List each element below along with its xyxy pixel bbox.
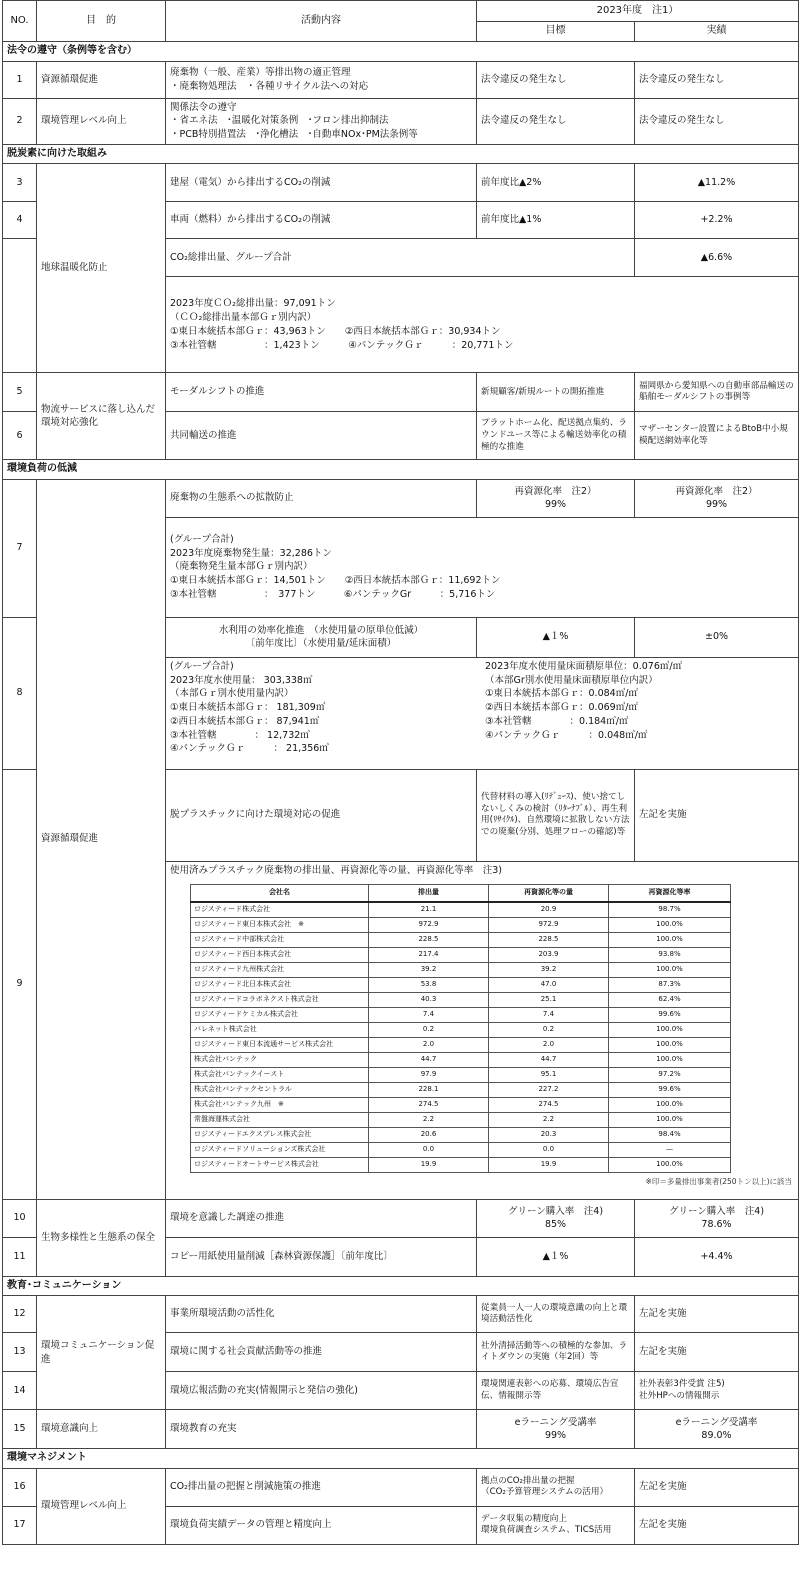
header-purpose: 目 的	[37, 1, 166, 42]
plastic-value-cell: —	[609, 1142, 731, 1157]
plastic-value-cell: 274.5	[369, 1097, 489, 1112]
plastic-value-cell: 228.5	[489, 932, 609, 947]
plastic-value-cell: 47.0	[489, 977, 609, 992]
section-row	[3, 1276, 799, 1296]
plastic-value-cell: 20.9	[489, 902, 609, 918]
plastic-value-cell: 95.1	[489, 1067, 609, 1082]
table-row	[3, 1199, 799, 1237]
row-activity: CO₂排出量の把握と削減施策の推進	[166, 1468, 477, 1506]
report-page	[2, 0, 798, 1584]
row-no: 5	[3, 373, 37, 412]
row-no: 8	[3, 617, 37, 769]
plastic-value-cell: 0.2	[489, 1022, 609, 1037]
plastic-company-cell: 株式会社バンテックセントラル	[191, 1082, 369, 1097]
row-purpose: 生物多様性と生態系の保全	[37, 1199, 166, 1276]
plastic-value-cell: 40.3	[369, 992, 489, 1007]
row-result: 社外表彰3件受賞 注5) 社外HPへの情報開示	[635, 1372, 799, 1410]
plastic-value-cell: 100.0%	[609, 1037, 731, 1052]
plastic-company-cell: ロジスティード東日本株式会社 ※	[191, 917, 369, 932]
plastic-value-cell: 19.9	[489, 1157, 609, 1172]
plastic-company-cell: 株式会社バンテックイースト	[191, 1067, 369, 1082]
row-purpose: 環境コミュニケーション促進	[37, 1296, 166, 1410]
section-row	[3, 42, 799, 62]
row-result: ±0%	[635, 617, 799, 657]
waste-breakdown: (グループ合計) 2023年度廃棄物発生量：32,286トン （廃棄物発生量本部Ｇｒ別内訳） ①東日本統括本部Ｇｒ：14,501トン ②西日本統括本部Ｇｒ：11,692トン ③本社管轄 ： 377トン ⑥パンテックGr ：5,716トン	[166, 517, 799, 617]
plastic-row	[191, 1082, 731, 1097]
plastic-header-row	[191, 884, 731, 902]
row-result: eラーニング受講率 89.0%	[635, 1410, 799, 1449]
row-activity: CO₂総排出量、グループ合計	[166, 239, 635, 277]
row-activity: 環境教育の充実	[166, 1410, 477, 1449]
row-result: グリーン購入率 注4) 78.6%	[635, 1199, 799, 1237]
table-row	[3, 1468, 799, 1506]
row-no: 15	[3, 1410, 37, 1449]
row-target: eラーニング受講率 99%	[477, 1410, 635, 1449]
row-result: +4.4%	[635, 1237, 799, 1276]
plastic-row	[191, 1052, 731, 1067]
plastic-company-cell: 株式会社バンテック九州 ※	[191, 1097, 369, 1112]
row-result: 福岡県から愛知県への自動車部品輸送の船舶モーダルシフトの事例等	[635, 373, 799, 412]
plastic-value-cell: 39.2	[369, 962, 489, 977]
row-activity: 環境に関する社会貢献活動等の推進	[166, 1333, 477, 1372]
plastic-company-cell: ロジスティード東日本流通サービス株式会社	[191, 1037, 369, 1052]
row-target: 社外清掃活動等への積極的な参加、ライトダウンの実施（年2回）等	[477, 1333, 635, 1372]
plastic-value-cell: 972.9	[369, 917, 489, 932]
row-no: 3	[3, 164, 37, 202]
row-target: 拠点のCO₂排出量の把握 （CO₂予算管理システムの活用）	[477, 1468, 635, 1506]
plastic-value-cell: 99.6%	[609, 1007, 731, 1022]
row-result: 左記を実施	[635, 769, 799, 861]
section-row	[3, 460, 799, 480]
row-no: 7	[3, 479, 37, 617]
row-target: 法令違反の発生なし	[477, 98, 635, 144]
row-purpose: 環境管理レベル向上	[37, 98, 166, 144]
row-purpose: 地球温暖化防止	[37, 164, 166, 373]
plastic-company-cell: ロジスティード西日本株式会社	[191, 947, 369, 962]
row-target: 前年度比▲1%	[477, 202, 635, 239]
row-no: 12	[3, 1296, 37, 1333]
section-title: 法令の遵守（条例等を含む）	[3, 42, 799, 62]
plastic-row	[191, 1022, 731, 1037]
plastic-company-cell: 常盤海運株式会社	[191, 1112, 369, 1127]
plastic-row	[191, 992, 731, 1007]
plastic-row	[191, 1097, 731, 1112]
plastic-waste-table	[190, 884, 731, 1173]
plastic-value-cell: 19.9	[369, 1157, 489, 1172]
water-usage-right: 2023年度水使用量床面積原単位：0.076㎥/㎡ （本部Gr別水使用量床面積原単位内訳） ①東日本統括本部Ｇｒ：0.084㎥/㎡ ②西日本統括本部Ｇｒ：0.069㎥/㎡ ③本社管轄 ：0.184㎥/㎡ ④パンテックＧｒ ：0.048㎥/㎡	[485, 660, 683, 741]
plastic-row	[191, 1142, 731, 1157]
plastic-value-cell: 7.4	[489, 1007, 609, 1022]
header-year: 2023年度 注1）	[477, 1, 799, 22]
table-row	[3, 98, 799, 144]
row-activity: 事業所環境活動の活性化	[166, 1296, 477, 1333]
plastic-row	[191, 962, 731, 977]
plastic-section	[166, 861, 799, 1199]
row-activity: 関係法令の遵守 ・省エネ法 ･温暖化対策条例 ･フロン排出抑制法 ・PCB特別措置法 ･浄化槽法 ･自動車NOx･PM法条例等	[166, 98, 477, 144]
row-target: ▲１%	[477, 1237, 635, 1276]
plastic-value-cell: 99.6%	[609, 1082, 731, 1097]
plastic-value-cell: 25.1	[489, 992, 609, 1007]
co2-breakdown: 2023年度ＣＯ₂総排出量：97,091トン （ＣＯ₂総排出量本部Ｇｒ別内訳） ①東日本統括本部Ｇｒ：43,963トン ②西日本統括本部Ｇｒ：30,934トン ③本社管轄 ：1,423トン ④パンテックＧｒ ：20,771トン	[166, 277, 799, 373]
plastic-company-cell: ロジスティードソリューションズ株式会社	[191, 1142, 369, 1157]
row-no: 2	[3, 98, 37, 144]
plastic-value-cell: 100.0%	[609, 1022, 731, 1037]
plastic-value-cell: 2.0	[369, 1037, 489, 1052]
plastic-value-cell: 53.8	[369, 977, 489, 992]
plastic-value-cell: 2.2	[369, 1112, 489, 1127]
row-result: 左記を実施	[635, 1296, 799, 1333]
plastic-value-cell: 100.0%	[609, 1157, 731, 1172]
section-row	[3, 144, 799, 164]
plastic-value-cell: 100.0%	[609, 1052, 731, 1067]
row-result: 法令違反の発生なし	[635, 61, 799, 98]
plastic-value-cell: 97.9	[369, 1067, 489, 1082]
plastic-value-cell: 98.4%	[609, 1127, 731, 1142]
row-no: 17	[3, 1506, 37, 1544]
row-activity: 共同輸送の推進	[166, 412, 477, 460]
plastic-value-cell: 44.7	[369, 1052, 489, 1067]
plastic-header-cell: 会社名	[191, 884, 369, 902]
plastic-value-cell: 228.5	[369, 932, 489, 947]
row-target: 従業員一人一人の環境意識の向上と環境活動活性化	[477, 1296, 635, 1333]
plastic-value-cell: 100.0%	[609, 1097, 731, 1112]
plastic-value-cell: 21.1	[369, 902, 489, 918]
section-title: 教育･コミュニケーション	[3, 1276, 799, 1296]
plastic-row	[191, 1112, 731, 1127]
row-no: 14	[3, 1372, 37, 1410]
row-no: 1	[3, 61, 37, 98]
plastic-row	[191, 1067, 731, 1082]
row-target: 新規顧客/新規ルートの開拓推進	[477, 373, 635, 412]
plastic-value-cell: 39.2	[489, 962, 609, 977]
row-no: 4	[3, 202, 37, 239]
row-purpose: 資源循環促進	[37, 61, 166, 98]
row-activity: 脱プラスチックに向けた環境対応の促進	[166, 769, 477, 861]
row-result: 法令違反の発生なし	[635, 98, 799, 144]
plastic-value-cell: 20.6	[369, 1127, 489, 1142]
row-target: 環境関連表彰への応募、環境広告宣伝、情報開示等	[477, 1372, 635, 1410]
row-no: 16	[3, 1468, 37, 1506]
plastic-row	[191, 1127, 731, 1142]
plastic-value-cell: 44.7	[489, 1052, 609, 1067]
plastic-value-cell: 100.0%	[609, 917, 731, 932]
row-target: 法令違反の発生なし	[477, 61, 635, 98]
row-target: 代替材料の導入(ﾘﾃﾞｭｰｽ)、使い捨てしないしくみの検討（ﾘﾀｰﾅﾌﾞﾙ）、再生利用(ﾘｻｲｸﾙ)、自然環境に拡散しない方法での廃棄(分別、処理フローの確認)等	[477, 769, 635, 861]
plastic-value-cell: 100.0%	[609, 1112, 731, 1127]
row-activity: モーダルシフトの推進	[166, 373, 477, 412]
plastic-table-title: 使用済みプラスチック廃棄物の排出量、再資源化等の量、再資源化等率 注3)	[170, 864, 502, 876]
plastic-value-cell: 228.1	[369, 1082, 489, 1097]
plastic-value-cell: 0.0	[369, 1142, 489, 1157]
plastic-row	[191, 1037, 731, 1052]
row-activity: 建屋（電気）から排出するCO₂の削減	[166, 164, 477, 202]
row-target: プラットホーム化、配送拠点集約、ラウンドユース等による輸送効率化の積極的な推進	[477, 412, 635, 460]
plastic-company-cell: ロジスティードオートサービス株式会社	[191, 1157, 369, 1172]
row-no: 10	[3, 1199, 37, 1237]
plastic-value-cell: 100.0%	[609, 962, 731, 977]
row-purpose: 資源循環促進	[37, 479, 166, 1199]
plastic-company-cell: ロジスティードコラボネクスト株式会社	[191, 992, 369, 1007]
row-no: 6	[3, 412, 37, 460]
table-row	[3, 1410, 799, 1449]
row-activity: 水利用の効率化推進 （水使用量の原単位低減） 〔前年度比〕（水使用量/延床面積）	[166, 617, 477, 657]
plastic-value-cell: 972.9	[489, 917, 609, 932]
row-result: 再資源化率 注2） 99%	[635, 479, 799, 517]
row-result: ▲11.2%	[635, 164, 799, 202]
row-purpose: 物流サービスに落し込んだ環境対応強化	[37, 373, 166, 460]
plastic-value-cell: 98.7%	[609, 902, 731, 918]
section-row	[3, 1449, 799, 1469]
header-activity: 活動内容	[166, 1, 477, 42]
plastic-company-cell: ロジスティード北日本株式会社	[191, 977, 369, 992]
plastic-value-cell: 97.2%	[609, 1067, 731, 1082]
table-row	[3, 164, 799, 202]
plastic-value-cell: 100.0%	[609, 932, 731, 947]
plastic-company-cell: ロジスティードケミカル株式会社	[191, 1007, 369, 1022]
plastic-row	[191, 947, 731, 962]
row-activity: 廃棄物の生態系への拡散防止	[166, 479, 477, 517]
row-result: +2.2%	[635, 202, 799, 239]
plastic-row	[191, 977, 731, 992]
plastic-header-cell: 排出量	[369, 884, 489, 902]
row-activity: 車両（燃料）から排出するCO₂の削減	[166, 202, 477, 239]
row-activity: 廃棄物（一般、産業）等排出物の適正管理 ・廃棄物処理法 ・各種リサイクル法への対応	[166, 61, 477, 98]
environmental-activity-table	[2, 0, 799, 1545]
row-no: 13	[3, 1333, 37, 1372]
plastic-value-cell: 62.4%	[609, 992, 731, 1007]
plastic-note: ※印＝多量排出事業者(250トン以上)に該当	[645, 1176, 792, 1186]
row-result: ▲6.6%	[635, 239, 799, 277]
row-target: 前年度比▲2%	[477, 164, 635, 202]
plastic-value-cell: 7.4	[369, 1007, 489, 1022]
water-usage-left: (グループ合計) 2023年度水使用量： 303,338㎥ （本部Ｇｒ別水使用量内訳） ①東日本統括本部Ｇｒ： 181,309㎥ ②西日本統括本部Ｇｒ： 87,941㎥ ③本社管轄 ： 12,732㎥ ④パンテックＧｒ ： 21,356㎥	[170, 660, 329, 755]
water-breakdown	[166, 657, 799, 769]
plastic-value-cell: 93.8%	[609, 947, 731, 962]
header-target: 目標	[477, 22, 635, 42]
table-row	[3, 1296, 799, 1333]
row-activity: 環境広報活動の充実(情報開示と発信の強化)	[166, 1372, 477, 1410]
row-target: ▲１%	[477, 617, 635, 657]
table-row	[3, 373, 799, 412]
section-title: 環境マネジメント	[3, 1449, 799, 1469]
plastic-value-cell: 227.2	[489, 1082, 609, 1097]
plastic-row	[191, 932, 731, 947]
row-result: 左記を実施	[635, 1333, 799, 1372]
plastic-company-cell: ロジスティード中部株式会社	[191, 932, 369, 947]
plastic-row	[191, 902, 731, 918]
plastic-company-cell: ロジスティード九州株式会社	[191, 962, 369, 977]
row-no-empty	[3, 239, 37, 373]
plastic-row	[191, 917, 731, 932]
row-activity: 環境負荷実績データの管理と精度向上	[166, 1506, 477, 1544]
plastic-company-cell: 株式会社バンテック	[191, 1052, 369, 1067]
table-row	[3, 479, 799, 517]
row-no: 11	[3, 1237, 37, 1276]
row-no: 9	[3, 769, 37, 1199]
row-purpose: 環境管理レベル向上	[37, 1468, 166, 1544]
row-result: マザーセンター設置によるBtoB中小規模配送網効率化等	[635, 412, 799, 460]
plastic-value-cell: 2.0	[489, 1037, 609, 1052]
plastic-value-cell: 2.2	[489, 1112, 609, 1127]
plastic-value-cell: 274.5	[489, 1097, 609, 1112]
row-target: 再資源化率 注2） 99%	[477, 479, 635, 517]
plastic-header-cell: 再資源化等の量	[489, 884, 609, 902]
row-activity: 環境を意識した調達の推進	[166, 1199, 477, 1237]
header-row	[3, 1, 799, 22]
plastic-company-cell: ロジスティード株式会社	[191, 902, 369, 918]
row-activity: コピー用紙使用量削減［森林資源保護］〔前年度比〕	[166, 1237, 477, 1276]
row-result: 左記を実施	[635, 1506, 799, 1544]
plastic-value-cell: 0.0	[489, 1142, 609, 1157]
plastic-row	[191, 1157, 731, 1172]
plastic-value-cell: 217.4	[369, 947, 489, 962]
plastic-value-cell: 20.3	[489, 1127, 609, 1142]
row-target: グリーン購入率 注4) 85%	[477, 1199, 635, 1237]
section-title: 脱炭素に向けた取組み	[3, 144, 799, 164]
row-purpose: 環境意識向上	[37, 1410, 166, 1449]
row-target: データ収集の精度向上 環境負荷調査システム、TICS活用	[477, 1506, 635, 1544]
plastic-value-cell: 203.9	[489, 947, 609, 962]
header-result: 実績	[635, 22, 799, 42]
table-row	[3, 61, 799, 98]
plastic-company-cell: ロジスティードエクスプレス株式会社	[191, 1127, 369, 1142]
plastic-header-cell: 再資源化等率	[609, 884, 731, 902]
section-title: 環境負荷の低減	[3, 460, 799, 480]
header-no: NO.	[3, 1, 37, 42]
plastic-value-cell: 87.3%	[609, 977, 731, 992]
plastic-row	[191, 1007, 731, 1022]
plastic-company-cell: バレネット株式会社	[191, 1022, 369, 1037]
plastic-value-cell: 0.2	[369, 1022, 489, 1037]
row-result: 左記を実施	[635, 1468, 799, 1506]
